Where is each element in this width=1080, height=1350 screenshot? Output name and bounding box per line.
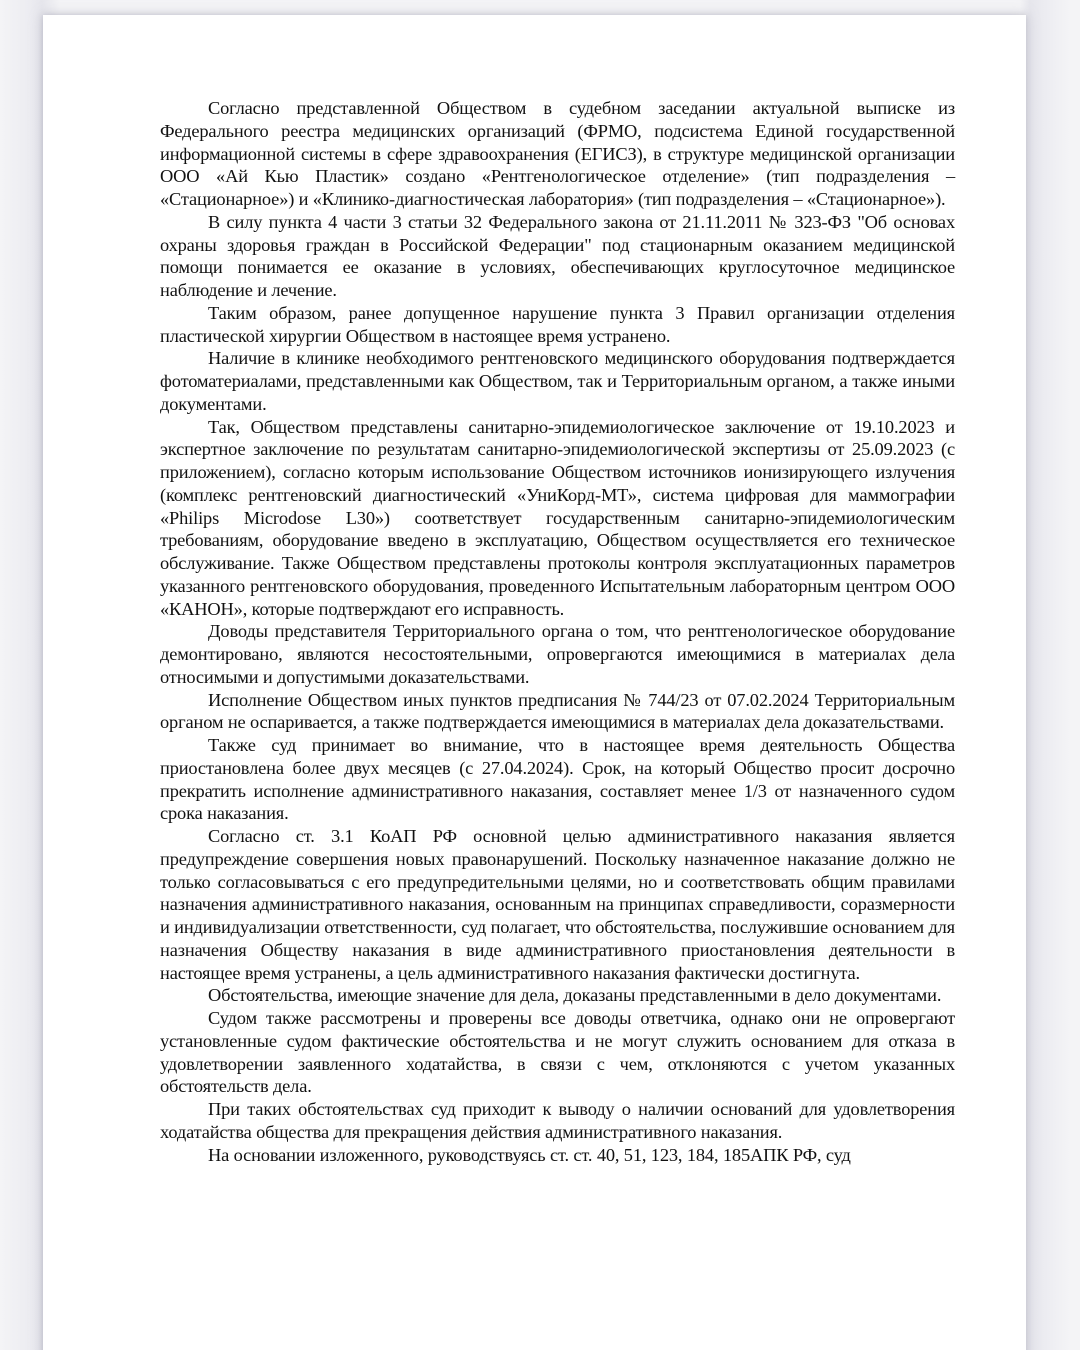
paragraph-legal-basis: На основании изложенного, руководствуясь ст. ст. 40, 51, 123, 184, 185АПК РФ, суд: [208, 1144, 851, 1165]
paragraph-law-323: В силу пункта 4 части 3 статьи 32 Федерального закона от 21.11.2011 № 323-ФЗ "Об основах охраны здоровья граждан в Российской Федерации" под стационарным оказанием медицинской помощи понимается ее оказание в условиях, обеспечивающих круглосуточное медицинское наблюдение и лечение.: [160, 211, 955, 300]
paragraph-defendant-arguments: Судом также рассмотрены и проверены все доводы ответчика, однако они не опровергают установленные судом фактические обстоятельства и не могут служить основанием для отказа в удовлетворении заявленного ходатайства, в связи с чем, отклоняются с учетом указанных обстоятельств дела.: [160, 1008, 955, 1097]
paragraph-order-execution: Исполнение Обществом иных пунктов предписания № 744/23 от 07.02.2024 Территориальным органом не оспаривается, а также подтверждается имеющимися в материалах дела доказательствами.: [160, 689, 955, 733]
paragraph-koap-purpose: Согласно ст. 3.1 КоАП РФ основной целью административного наказания является предупреждение совершения новых правонарушений. Поскольку назначенное наказание должно не только согласовываться с его предупредительными целями, но и соответствовать общим правилами назначения административного наказания, основанным на принципах справедливости, соразмерности и индивидуализации ответственности, суд полагает, что обстоятельства, послужившие основанием для назначения Обществу наказания в виде административного приостановления деятельности в настоящее время устранены, а цель административного наказания фактически достигнута.: [160, 826, 955, 983]
paragraph-conclusion: При таких обстоятельствах суд приходит к выводу о наличии оснований для удовлетворения ходатайства общества для прекращения действия административного наказания.: [160, 1099, 955, 1142]
paragraph-suspension-term: Также суд принимает во внимание, что в настоящее время деятельность Общества приостановлена более двух месяцев (с 27.04.2024). Срок, на который Общество просит досрочно прекратить исполнение административного наказания, составляет менее 1/3 от назначенного судом срока наказания.: [160, 735, 955, 824]
paragraph-sanitary-conclusion: Так, Обществом представлены санитарно-эпидемиологическое заключение от 19.10.2023 и экспертное заключение по результатам санитарно-эпидемиологической экспертизы от 25.09.2023 (с приложением), согласно которым использование Обществом источников ионизирующего излучения (комплекс рентгеновский диагностический «УниКорд-МТ», система цифровая для маммографии «Philips Microdose L30») соответствует государственным санитарно-эпидемиологическим требованиям, оборудование введено в эксплуатацию, Обществом осуществляется его техническое обслуживание. Также Обществом представлены протоколы контроля эксплуатационных параметров указанного рентгеновского оборудования, проведенного Испытательным лабораторным центром ООО «КАНОН», которые подтверждают его исправность.: [160, 416, 955, 619]
paragraph-xray-equipment: Наличие в клинике необходимого рентгеновского медицинского оборудования подтверждается фотоматериалами, представленными как Обществом, так и Территориальным органом, а также иными документами.: [160, 348, 955, 414]
document-page: [43, 15, 1026, 1350]
document-body: [160, 97, 955, 1166]
paragraph-frmo-extract: Согласно представленной Обществом в судебном заседании актуальной выписке из Федерального реестра медицинских организаций (ФРМО, подсистема Единой государственной информационной системы в сфере здравоохранения (ЕГИСЗ), в структуре медицинской организации ООО «Ай Кью Пластик» создано «Рентгенологическое отделение» (тип подразделения – «Стационарное») и «Клинико-диагностическая лаборатория» (тип подразделения – «Стационарное»).: [160, 98, 955, 209]
paragraph-violation-eliminated: Таким образом, ранее допущенное нарушение пункта 3 Правил организации отделения пластической хирургии Обществом в настоящее время устранено.: [160, 302, 955, 346]
paragraph-circumstances-proven: Обстоятельства, имеющие значение для дела, доказаны представленными в дело документами.: [208, 985, 942, 1006]
paragraph-arguments-rejected: Доводы представителя Территориального органа о том, что рентгенологическое оборудование демонтировано, являются несостоятельными, опровергаются имеющимися в материалах дела относимыми и допустимыми доказательствами.: [160, 621, 955, 687]
